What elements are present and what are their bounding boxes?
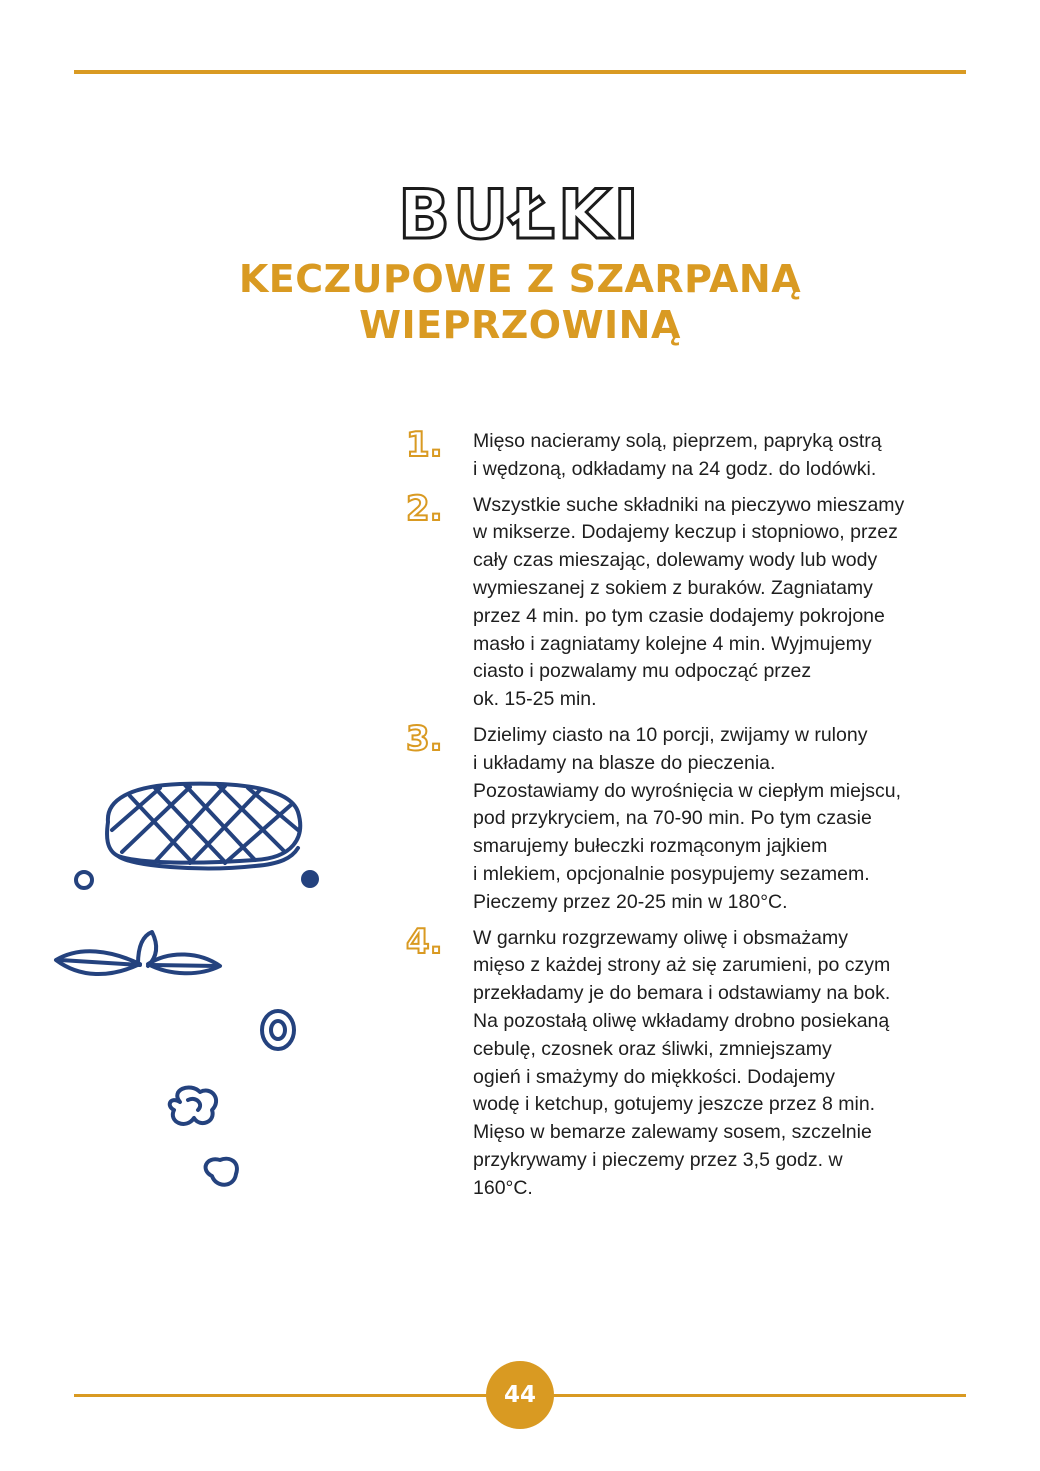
step-text-line: przekładamy je do bemara i odstawiamy na bok. [473, 982, 891, 1005]
food-illustrations [40, 760, 330, 1220]
page-subtitle [0, 256, 1040, 348]
subtitle-line: WIEPRZOWINĄ [359, 303, 681, 347]
page-number-badge: 44 [486, 1361, 554, 1429]
bean-icon [206, 1159, 237, 1185]
step-text-line: Pozostawiamy do wyrośnięcia w ciepłym miejscu, [473, 779, 902, 802]
subtitle-line: KECZUPOWE Z SZARPANĄ [238, 257, 802, 301]
step-text-line: Mięso nacieramy solą, pieprzem, papryką ostrą [473, 430, 882, 452]
step-text-line: przykrywamy i pieczemy przez 3,5 godz. w [473, 1148, 843, 1171]
garlic-icon [170, 1087, 216, 1123]
grilled-steak-icon [107, 784, 300, 869]
step-text-line: w mikserze. Dodajemy keczup i stopniowo, przez [473, 521, 898, 544]
step-text [473, 492, 966, 714]
step-text-line: Wszystkie suche składniki na pieczywo mieszamy [473, 493, 905, 516]
step-text-line: Pieczemy przez 20-25 min w 180°C. [473, 890, 788, 913]
step-text-line: Dzielimy ciasto na 10 porcji, zwijamy w rulony [473, 723, 868, 746]
step-text-line: Na pozostałą oliwę wkładamy drobno posiekaną [473, 1009, 890, 1032]
step-text-line: cały czas mieszając, dolewamy wody lub wody [473, 549, 878, 572]
step-text-line: ciasto i pozwalamy mu odpocząć przez [473, 660, 812, 683]
step-text-line: wymieszanej z sokiem z buraków. Zagniatamy [473, 576, 873, 599]
recipe-step [406, 488, 966, 714]
step-text [473, 428, 966, 484]
step-text-line: mięso z każdej strony aż się zarumieni, po czym [473, 954, 891, 977]
peppercorn-icon [76, 872, 92, 888]
step-text-line: ok. 15-25 min. [473, 688, 597, 711]
recipe-step [406, 425, 966, 484]
step-text-line: cebulę, czosnek oraz śliwki, zmniejszamy [473, 1037, 832, 1060]
pepper-slice-icon [262, 1011, 294, 1049]
step-text-line: pod przykryciem, na 70-90 min. Po tym czasie [473, 807, 872, 830]
step-text-line: W garnku rozgrzewamy oliwę i obsmażamy [473, 926, 848, 949]
basil-leaves-icon [56, 932, 220, 974]
step-text-line: ogień i smażymy do miękkości. Dodajemy [473, 1065, 835, 1088]
recipe-steps [406, 425, 966, 1211]
peppercorn-icon [301, 870, 319, 888]
step-number: 3. [406, 718, 443, 759]
step-text-line: masło i zagniatamy kolejne 4 min. Wyjmujemy [473, 632, 872, 655]
step-number: 4. [406, 921, 443, 962]
top-divider [74, 70, 966, 74]
step-number: 2. [406, 488, 443, 529]
step-text-line: 160°C. [473, 1176, 533, 1199]
step-text-line: i mlekiem, opcjonalnie posypujemy sezamem. [473, 862, 870, 885]
step-text [473, 722, 966, 917]
step-text-line: smarujemy bułeczki rozmąconym jajkiem [473, 835, 828, 858]
recipe-step [406, 718, 966, 917]
step-text-line: i wędzoną, odkładamy na 24 godz. do lodówki. [473, 457, 877, 480]
step-text-line: Mięso w bemarze zalewamy sosem, szczelnie [473, 1121, 872, 1144]
step-text-line: i układamy na blasze do pieczenia. [473, 751, 776, 774]
page-title: BUŁKI [398, 176, 642, 255]
step-text-line: przez 4 min. po tym czasie dodajemy pokrojone [473, 604, 885, 627]
step-text-line: wodę i ketchup, gotujemy jeszcze przez 8 min. [473, 1093, 876, 1116]
step-number: 1. [406, 425, 443, 465]
step-text [473, 925, 966, 1203]
recipe-step [406, 921, 966, 1203]
